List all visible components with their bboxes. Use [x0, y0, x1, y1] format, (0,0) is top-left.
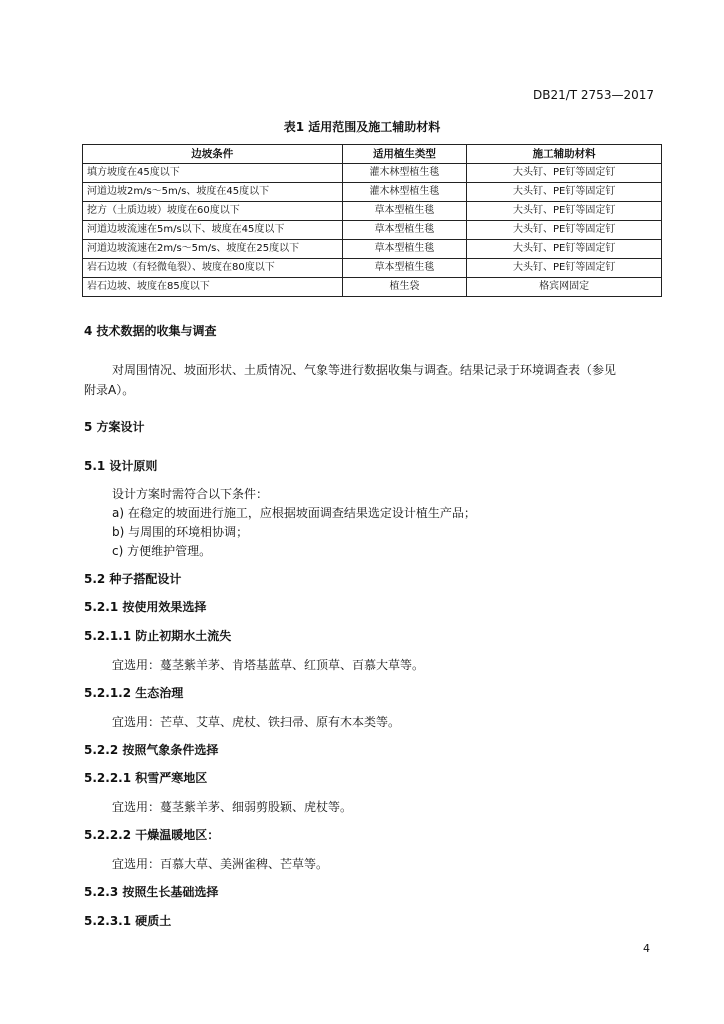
list-item: a) 在稳定的坡面进行施工，应根据坡面调查结果选定设计植生产品；	[112, 506, 476, 520]
page-number: 4	[643, 942, 650, 955]
auxiliary-material-cell: 大头钉、PE钉等固定钉	[467, 183, 662, 202]
vegetation-type-cell: 灌木林型植生毯	[342, 183, 467, 202]
subsection-heading: 5.2.2.2 干燥温暖地区：	[84, 828, 220, 842]
table-header-row	[83, 145, 662, 164]
table-row	[83, 240, 662, 259]
column-header: 适用植生类型	[342, 145, 467, 164]
scope-table	[82, 144, 662, 297]
slope-condition-cell: 河道边坡流速在5m/s以下、坡度在45度以下	[83, 221, 343, 240]
vegetation-type-cell: 草本型植生毯	[342, 259, 467, 278]
subsection-heading: 5.2.1 按使用效果选择	[84, 600, 207, 614]
standard-number: DB21/T 2753—2017	[532, 88, 654, 102]
auxiliary-material-cell: 大头钉、PE钉等固定钉	[467, 259, 662, 278]
paragraph-line: 宜选用：蔓茎紫羊茅、细弱剪股颖、虎杖等。	[112, 800, 353, 814]
vegetation-type-cell: 草本型植生毯	[342, 202, 467, 221]
table-row	[83, 259, 662, 278]
auxiliary-material-cell: 大头钉、PE钉等固定钉	[467, 164, 662, 183]
paragraph-line: 宜选用：芒草、艾草、虎杖、铁扫帚、原有木本类等。	[112, 715, 401, 729]
slope-condition-cell: 填方坡度在45度以下	[83, 164, 343, 183]
slope-condition-cell: 挖方（土质边坡）坡度在60度以下	[83, 202, 343, 221]
paragraph-line: 设计方案时需符合以下条件：	[112, 487, 269, 501]
subsection-heading: 5.2.2.1 积雪严寒地区	[84, 771, 208, 785]
section-heading: 4 技术数据的收集与调查	[84, 324, 217, 338]
slope-condition-cell: 岩石边坡（有轻微龟裂）、坡度在80度以下	[83, 259, 343, 278]
slope-condition-cell: 河道边坡2m/s～5m/s、坡度在45度以下	[83, 183, 343, 202]
vegetation-type-cell: 草本型植生毯	[342, 240, 467, 259]
table-row	[83, 202, 662, 221]
section-heading: 5 方案设计	[84, 420, 145, 434]
slope-condition-cell: 河道边坡流速在2m/s～5m/s、坡度在25度以下	[83, 240, 343, 259]
table-row	[83, 164, 662, 183]
vegetation-type-cell: 灌木林型植生毯	[342, 164, 467, 183]
paragraph-line: 附录A）。	[84, 383, 135, 397]
list-item: b) 与周围的环境相协调；	[112, 525, 249, 539]
subsection-heading: 5.1 设计原则	[84, 459, 158, 473]
subsection-heading: 5.2 种子搭配设计	[84, 572, 182, 586]
column-header: 施工辅助材料	[467, 145, 662, 164]
vegetation-type-cell: 草本型植生毯	[342, 221, 467, 240]
auxiliary-material-cell: 格宾网固定	[467, 278, 662, 297]
auxiliary-material-cell: 大头钉、PE钉等固定钉	[467, 240, 662, 259]
slope-condition-cell: 岩石边坡、坡度在85度以下	[83, 278, 343, 297]
table-row	[83, 221, 662, 240]
auxiliary-material-cell: 大头钉、PE钉等固定钉	[467, 202, 662, 221]
table-row	[83, 183, 662, 202]
paragraph-line: 宜选用：蔓茎紫羊茅、肯塔基蓝草、红顶草、百慕大草等。	[112, 658, 425, 672]
paragraph-line: 宜选用：百慕大草、美洲雀稗、芒草等。	[112, 857, 329, 871]
vegetation-type-cell: 植生袋	[342, 278, 467, 297]
auxiliary-material-cell: 大头钉、PE钉等固定钉	[467, 221, 662, 240]
column-header: 边坡条件	[83, 145, 343, 164]
subsection-heading: 5.2.1.1 防止初期水土流失	[84, 629, 232, 643]
subsection-heading: 5.2.2 按照气象条件选择	[84, 743, 219, 757]
subsection-heading: 5.2.1.2 生态治理	[84, 686, 184, 700]
list-item: c) 方便维护管理。	[112, 544, 212, 558]
paragraph-line: 对周围情况、坡面形状、土质情况、气象等进行数据收集与调查。结果记录于环境调查表（参见	[112, 363, 617, 377]
table-row	[83, 278, 662, 297]
subsection-heading: 5.2.3.1 硬质土	[84, 914, 172, 928]
subsection-heading: 5.2.3 按照生长基础选择	[84, 885, 219, 899]
table-caption: 表1 适用范围及施工辅助材料	[283, 120, 441, 134]
